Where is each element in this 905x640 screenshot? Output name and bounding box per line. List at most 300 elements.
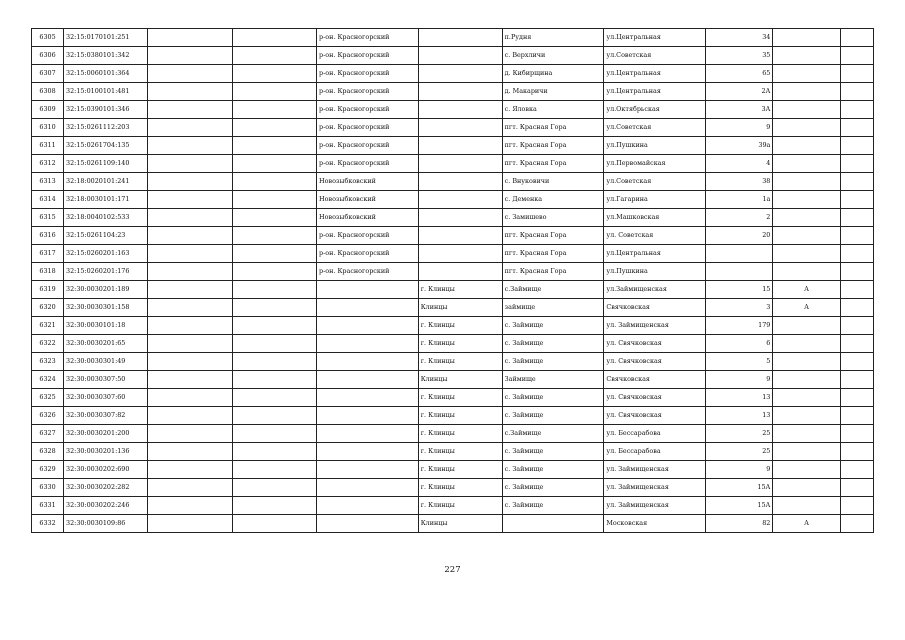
empty-cell [233, 47, 317, 65]
city-cell: Клинцы [418, 299, 502, 317]
house-number-cell: 2А [705, 83, 772, 101]
house-number-cell: 9 [705, 371, 772, 389]
empty-cell [148, 335, 233, 353]
empty-cell [840, 173, 873, 191]
building-letter-cell [773, 227, 840, 245]
settlement-cell: с. Займище [502, 497, 604, 515]
empty-cell [148, 299, 233, 317]
building-letter-cell [773, 263, 840, 281]
street-cell: ул. Займищенская [604, 479, 706, 497]
house-number-cell: 179 [705, 317, 772, 335]
row-number-cell: 6318 [32, 263, 64, 281]
table-row [32, 245, 874, 263]
empty-cell [840, 245, 873, 263]
house-number-cell: 82 [705, 515, 772, 533]
district-cell [317, 389, 419, 407]
street-cell: ул. Займищенская [604, 497, 706, 515]
house-number-cell: 35 [705, 47, 772, 65]
settlement-cell: д. Кибирщина [502, 65, 604, 83]
table-row [32, 47, 874, 65]
street-cell: ул.Гагарина [604, 191, 706, 209]
settlement-cell: с.Займище [502, 281, 604, 299]
empty-cell [840, 155, 873, 173]
district-cell: р-он. Красногорский [317, 29, 419, 47]
district-cell [317, 497, 419, 515]
house-number-cell: 2 [705, 209, 772, 227]
city-cell [418, 209, 502, 227]
empty-cell [233, 443, 317, 461]
empty-cell [148, 425, 233, 443]
house-number-cell: 9 [705, 119, 772, 137]
empty-cell [840, 389, 873, 407]
empty-cell [840, 443, 873, 461]
table-row [32, 353, 874, 371]
empty-cell [840, 65, 873, 83]
building-letter-cell [773, 65, 840, 83]
cadastral-number-cell: 32:30:0030307:82 [64, 407, 148, 425]
city-cell: г. Клинцы [418, 425, 502, 443]
cadastral-number-cell: 32:18:0020101:241 [64, 173, 148, 191]
settlement-cell: пгт. Красная Гора [502, 263, 604, 281]
empty-cell [233, 155, 317, 173]
cadastral-number-cell: 32:15:0260201:176 [64, 263, 148, 281]
street-cell: ул. Бессарабова [604, 425, 706, 443]
city-cell [418, 65, 502, 83]
table-row [32, 389, 874, 407]
building-letter-cell: А [773, 299, 840, 317]
city-cell [418, 83, 502, 101]
house-number-cell: 5 [705, 353, 772, 371]
district-cell: р-он. Красногорский [317, 137, 419, 155]
house-number-cell: 15А [705, 479, 772, 497]
settlement-cell: с.Займище [502, 425, 604, 443]
table-row [32, 281, 874, 299]
empty-cell [148, 209, 233, 227]
empty-cell [233, 389, 317, 407]
street-cell: ул. Свячковская [604, 407, 706, 425]
building-letter-cell [773, 47, 840, 65]
street-cell: ул.Советская [604, 47, 706, 65]
cadastral-number-cell: 32:30:0030301:49 [64, 353, 148, 371]
street-cell: ул.Центральная [604, 65, 706, 83]
empty-cell [840, 191, 873, 209]
settlement-cell: с. Верхличи [502, 47, 604, 65]
street-cell: ул. Свячковская [604, 335, 706, 353]
row-number-cell: 6313 [32, 173, 64, 191]
empty-cell [840, 335, 873, 353]
building-letter-cell [773, 137, 840, 155]
cadastral-number-cell: 32:15:0261104:23 [64, 227, 148, 245]
building-letter-cell [773, 191, 840, 209]
district-cell: р-он. Красногорский [317, 245, 419, 263]
house-number-cell: 25 [705, 425, 772, 443]
row-number-cell: 6321 [32, 317, 64, 335]
city-cell: Клинцы [418, 371, 502, 389]
cadastral-number-cell: 32:30:0030201:189 [64, 281, 148, 299]
building-letter-cell [773, 497, 840, 515]
empty-cell [148, 497, 233, 515]
street-cell: ул.Октябрьская [604, 101, 706, 119]
row-number-cell: 6319 [32, 281, 64, 299]
row-number-cell: 6322 [32, 335, 64, 353]
district-cell [317, 353, 419, 371]
row-number-cell: 6330 [32, 479, 64, 497]
city-cell [418, 137, 502, 155]
building-letter-cell [773, 119, 840, 137]
street-cell: ул. Бессарабова [604, 443, 706, 461]
street-cell: Свячковская [604, 371, 706, 389]
house-number-cell: 25 [705, 443, 772, 461]
cadastral-number-cell: 32:15:0261112:203 [64, 119, 148, 137]
empty-cell [233, 353, 317, 371]
row-number-cell: 6327 [32, 425, 64, 443]
empty-cell [233, 371, 317, 389]
table-row [32, 173, 874, 191]
empty-cell [840, 299, 873, 317]
city-cell [418, 263, 502, 281]
empty-cell [840, 317, 873, 335]
row-number-cell: 6317 [32, 245, 64, 263]
empty-cell [148, 461, 233, 479]
street-cell: ул.Пушкина [604, 263, 706, 281]
settlement-cell: с. Займище [502, 461, 604, 479]
city-cell: г. Клинцы [418, 317, 502, 335]
building-letter-cell [773, 479, 840, 497]
empty-cell [840, 497, 873, 515]
cadastral-number-cell: 32:30:0030301:158 [64, 299, 148, 317]
street-cell: ул. Займищенская [604, 461, 706, 479]
settlement-cell: с. Займище [502, 353, 604, 371]
building-letter-cell [773, 209, 840, 227]
empty-cell [233, 479, 317, 497]
row-number-cell: 6305 [32, 29, 64, 47]
settlement-cell: с. Займище [502, 479, 604, 497]
house-number-cell: 20 [705, 227, 772, 245]
street-cell: ул.Займищенская [604, 281, 706, 299]
building-letter-cell [773, 155, 840, 173]
row-number-cell: 6316 [32, 227, 64, 245]
empty-cell [233, 119, 317, 137]
row-number-cell: 6308 [32, 83, 64, 101]
house-number-cell: 1а [705, 191, 772, 209]
empty-cell [148, 245, 233, 263]
empty-cell [148, 173, 233, 191]
row-number-cell: 6332 [32, 515, 64, 533]
building-letter-cell [773, 245, 840, 263]
table-row [32, 335, 874, 353]
empty-cell [233, 335, 317, 353]
city-cell: г. Клинцы [418, 479, 502, 497]
cadastral-number-cell: 32:15:0170101:251 [64, 29, 148, 47]
building-letter-cell: А [773, 515, 840, 533]
city-cell: г. Клинцы [418, 389, 502, 407]
city-cell: Клинцы [418, 515, 502, 533]
table-row [32, 425, 874, 443]
cadastral-number-cell: 32:30:0030201:200 [64, 425, 148, 443]
empty-cell [233, 29, 317, 47]
street-cell: ул. Советская [604, 227, 706, 245]
row-number-cell: 6328 [32, 443, 64, 461]
cadastral-number-cell: 32:15:0260201:163 [64, 245, 148, 263]
empty-cell [148, 101, 233, 119]
city-cell [418, 29, 502, 47]
registry-table [31, 28, 874, 533]
settlement-cell: пгт. Красная Гора [502, 137, 604, 155]
district-cell [317, 335, 419, 353]
district-cell [317, 407, 419, 425]
empty-cell [148, 83, 233, 101]
table-row [32, 227, 874, 245]
row-number-cell: 6315 [32, 209, 64, 227]
building-letter-cell [773, 461, 840, 479]
empty-cell [148, 65, 233, 83]
empty-cell [840, 479, 873, 497]
cadastral-number-cell: 32:18:0040102:533 [64, 209, 148, 227]
building-letter-cell [773, 29, 840, 47]
empty-cell [148, 263, 233, 281]
empty-cell [840, 263, 873, 281]
cadastral-number-cell: 32:15:0100101:481 [64, 83, 148, 101]
row-number-cell: 6331 [32, 497, 64, 515]
empty-cell [840, 281, 873, 299]
cadastral-number-cell: 32:15:0261109:140 [64, 155, 148, 173]
cadastral-number-cell: 32:30:0030201:65 [64, 335, 148, 353]
street-cell: ул.Советская [604, 119, 706, 137]
row-number-cell: 6329 [32, 461, 64, 479]
empty-cell [148, 443, 233, 461]
settlement-cell: с. Деменка [502, 191, 604, 209]
settlement-cell: займище [502, 299, 604, 317]
settlement-cell: пгт. Красная Гора [502, 227, 604, 245]
district-cell [317, 317, 419, 335]
row-number-cell: 6310 [32, 119, 64, 137]
empty-cell [233, 425, 317, 443]
empty-cell [148, 191, 233, 209]
street-cell: ул.Центральная [604, 83, 706, 101]
cadastral-number-cell: 32:30:0030202:690 [64, 461, 148, 479]
district-cell [317, 371, 419, 389]
cadastral-number-cell: 32:30:0030202:246 [64, 497, 148, 515]
district-cell: р-он. Красногорский [317, 155, 419, 173]
city-cell: г. Клинцы [418, 335, 502, 353]
empty-cell [233, 245, 317, 263]
settlement-cell: д. Макаричи [502, 83, 604, 101]
district-cell: р-он. Красногорский [317, 119, 419, 137]
street-cell: ул. Свячковская [604, 353, 706, 371]
city-cell [418, 155, 502, 173]
city-cell: г. Клинцы [418, 443, 502, 461]
city-cell [418, 119, 502, 137]
district-cell: Новозыбковский [317, 173, 419, 191]
empty-cell [148, 479, 233, 497]
table-row [32, 83, 874, 101]
city-cell: г. Клинцы [418, 353, 502, 371]
street-cell: ул.Советская [604, 173, 706, 191]
table-row [32, 191, 874, 209]
building-letter-cell [773, 83, 840, 101]
empty-cell [233, 461, 317, 479]
house-number-cell: 13 [705, 389, 772, 407]
street-cell: Свячковская [604, 299, 706, 317]
empty-cell [233, 137, 317, 155]
district-cell [317, 479, 419, 497]
row-number-cell: 6314 [32, 191, 64, 209]
table-row [32, 317, 874, 335]
street-cell: ул. Займищенская [604, 317, 706, 335]
row-number-cell: 6323 [32, 353, 64, 371]
empty-cell [840, 83, 873, 101]
street-cell: ул.Машковская [604, 209, 706, 227]
building-letter-cell [773, 389, 840, 407]
building-letter-cell [773, 317, 840, 335]
empty-cell [148, 371, 233, 389]
cadastral-number-cell: 32:15:0380101:342 [64, 47, 148, 65]
empty-cell [840, 407, 873, 425]
house-number-cell: 3 [705, 299, 772, 317]
district-cell [317, 425, 419, 443]
building-letter-cell [773, 407, 840, 425]
district-cell: Новозыбковский [317, 209, 419, 227]
empty-cell [840, 137, 873, 155]
settlement-cell: пгт. Красная Гора [502, 245, 604, 263]
cadastral-number-cell: 32:15:0261704:135 [64, 137, 148, 155]
table-row [32, 119, 874, 137]
table-row [32, 155, 874, 173]
empty-cell [233, 263, 317, 281]
settlement-cell: с. Займище [502, 335, 604, 353]
table-row [32, 407, 874, 425]
settlement-cell: с. Займище [502, 407, 604, 425]
cadastral-number-cell: 32:30:0030109:86 [64, 515, 148, 533]
row-number-cell: 6324 [32, 371, 64, 389]
table-row [32, 209, 874, 227]
empty-cell [148, 515, 233, 533]
street-cell: Московская [604, 515, 706, 533]
cadastral-number-cell: 32:30:0030101:18 [64, 317, 148, 335]
city-cell [418, 47, 502, 65]
city-cell: г. Клинцы [418, 497, 502, 515]
settlement-cell [502, 515, 604, 533]
district-cell: Новозыбковский [317, 191, 419, 209]
empty-cell [233, 227, 317, 245]
empty-cell [233, 173, 317, 191]
settlement-cell: с. Внуковичи [502, 173, 604, 191]
house-number-cell [705, 245, 772, 263]
empty-cell [233, 317, 317, 335]
empty-cell [233, 497, 317, 515]
row-number-cell: 6325 [32, 389, 64, 407]
district-cell: р-он. Красногорский [317, 101, 419, 119]
table-row [32, 65, 874, 83]
settlement-cell: с. Займище [502, 389, 604, 407]
empty-cell [148, 227, 233, 245]
district-cell: р-он. Красногорский [317, 47, 419, 65]
registry-body [32, 29, 874, 533]
empty-cell [840, 353, 873, 371]
empty-cell [148, 137, 233, 155]
street-cell: ул.Центральная [604, 245, 706, 263]
house-number-cell: 15 [705, 281, 772, 299]
cadastral-number-cell: 32:30:0030202:282 [64, 479, 148, 497]
cadastral-number-cell: 32:30:0030307:50 [64, 371, 148, 389]
empty-cell [148, 119, 233, 137]
district-cell: р-он. Красногорский [317, 227, 419, 245]
page-number: 227 [444, 565, 461, 575]
table-row [32, 497, 874, 515]
empty-cell [233, 515, 317, 533]
table-row [32, 137, 874, 155]
table-row [32, 515, 874, 533]
empty-cell [233, 281, 317, 299]
empty-cell [148, 155, 233, 173]
settlement-cell: с. Займище [502, 443, 604, 461]
table-row [32, 29, 874, 47]
row-number-cell: 6320 [32, 299, 64, 317]
city-cell: г. Клинцы [418, 461, 502, 479]
street-cell: ул.Пушкина [604, 137, 706, 155]
empty-cell [148, 389, 233, 407]
city-cell [418, 173, 502, 191]
city-cell: г. Клинцы [418, 281, 502, 299]
building-letter-cell [773, 173, 840, 191]
district-cell [317, 443, 419, 461]
empty-cell [148, 281, 233, 299]
house-number-cell: 4 [705, 155, 772, 173]
empty-cell [840, 209, 873, 227]
house-number-cell: 6 [705, 335, 772, 353]
empty-cell [148, 317, 233, 335]
empty-cell [840, 101, 873, 119]
house-number-cell: 15А [705, 497, 772, 515]
empty-cell [840, 515, 873, 533]
table-row [32, 101, 874, 119]
table-row [32, 479, 874, 497]
district-cell: р-он. Красногорский [317, 65, 419, 83]
city-cell [418, 245, 502, 263]
empty-cell [233, 101, 317, 119]
empty-cell [840, 119, 873, 137]
building-letter-cell [773, 101, 840, 119]
building-letter-cell [773, 335, 840, 353]
city-cell [418, 191, 502, 209]
house-number-cell: 9 [705, 461, 772, 479]
house-number-cell: 34 [705, 29, 772, 47]
row-number-cell: 6306 [32, 47, 64, 65]
empty-cell [233, 299, 317, 317]
empty-cell [233, 191, 317, 209]
settlement-cell: пгт. Красная Гора [502, 119, 604, 137]
empty-cell [148, 29, 233, 47]
row-number-cell: 6312 [32, 155, 64, 173]
table-row [32, 461, 874, 479]
district-cell [317, 299, 419, 317]
empty-cell [233, 83, 317, 101]
empty-cell [233, 407, 317, 425]
empty-cell [840, 47, 873, 65]
building-letter-cell: А [773, 281, 840, 299]
empty-cell [840, 371, 873, 389]
row-number-cell: 6326 [32, 407, 64, 425]
table-row [32, 263, 874, 281]
street-cell: ул. Свячковская [604, 389, 706, 407]
house-number-cell: 38 [705, 173, 772, 191]
house-number-cell [705, 263, 772, 281]
street-cell: ул.Центральная [604, 29, 706, 47]
district-cell: р-он. Красногорский [317, 83, 419, 101]
cadastral-number-cell: 32:30:0030201:136 [64, 443, 148, 461]
table-row [32, 443, 874, 461]
empty-cell [840, 461, 873, 479]
